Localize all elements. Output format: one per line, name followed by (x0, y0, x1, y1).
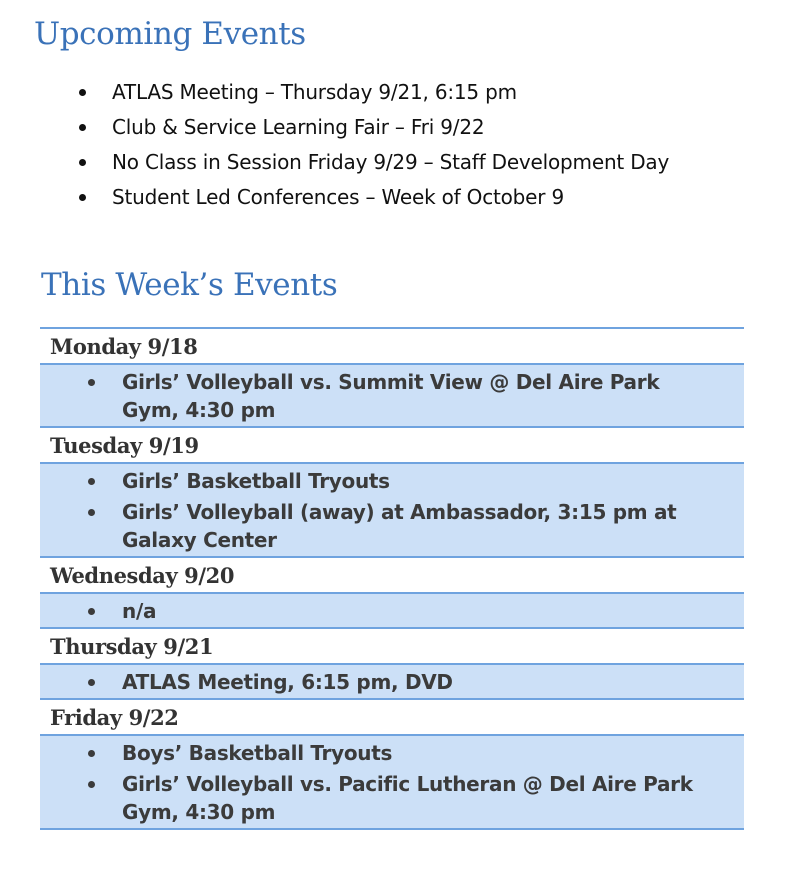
day-label: Tuesday 9/19 (50, 433, 199, 458)
weekly-events-table (40, 327, 744, 830)
event-item (40, 467, 744, 495)
upcoming-event-text: No Class in Session Friday 9/29 – Staff Development Day (112, 150, 670, 174)
day-label: Thursday 9/21 (50, 634, 214, 659)
day-label: Wednesday 9/20 (50, 563, 235, 588)
day-header-monday (40, 329, 744, 365)
upcoming-event-item (0, 111, 786, 146)
upcoming-event-text: Club & Service Learning Fair – Fri 9/22 (112, 115, 485, 139)
bullet-icon (79, 194, 86, 201)
bullet-icon (88, 679, 95, 686)
bullet-icon (79, 124, 86, 131)
this-week-heading: This Week’s Events (41, 267, 338, 303)
bullet-icon (88, 781, 95, 788)
upcoming-events-heading: Upcoming Events (34, 16, 306, 52)
event-item (40, 739, 744, 767)
event-text: n/a (122, 599, 157, 623)
event-text: Boys’ Basketball Tryouts (122, 741, 393, 765)
upcoming-events-list (0, 76, 786, 216)
event-text: Girls’ Volleyball vs. Pacific Lutheran @ Del Aire Park Gym, 4:30 pm (122, 772, 693, 824)
day-header-thursday (40, 629, 744, 665)
day-header-friday (40, 700, 744, 736)
day-label: Monday 9/18 (50, 334, 198, 359)
upcoming-event-item (0, 181, 786, 216)
day-header-tuesday (40, 428, 744, 464)
event-item (40, 668, 744, 696)
bullet-icon (88, 608, 95, 615)
event-text: Girls’ Basketball Tryouts (122, 469, 390, 493)
event-item (40, 498, 744, 554)
day-events-monday (40, 365, 744, 428)
day-events-tuesday (40, 464, 744, 558)
day-events-friday (40, 736, 744, 830)
event-text: ATLAS Meeting, 6:15 pm, DVD (122, 670, 453, 694)
bullet-icon (88, 379, 95, 386)
upcoming-event-item (0, 76, 786, 111)
event-text: Girls’ Volleyball (away) at Ambassador, 3:15 pm at Galaxy Center (122, 500, 677, 552)
day-events-thursday (40, 665, 744, 700)
upcoming-event-text: ATLAS Meeting – Thursday 9/21, 6:15 pm (112, 80, 517, 104)
day-label: Friday 9/22 (50, 705, 179, 730)
event-text: Girls’ Volleyball vs. Summit View @ Del Aire Park Gym, 4:30 pm (122, 370, 660, 422)
upcoming-event-text: Student Led Conferences – Week of October 9 (112, 185, 564, 209)
bullet-icon (79, 159, 86, 166)
upcoming-event-item (0, 146, 786, 181)
bullet-icon (88, 509, 95, 516)
event-item (40, 368, 744, 424)
day-events-wednesday (40, 594, 744, 629)
day-header-wednesday (40, 558, 744, 594)
bullet-icon (79, 89, 86, 96)
bullet-icon (88, 478, 95, 485)
event-item (40, 770, 744, 826)
event-item (40, 597, 744, 625)
bullet-icon (88, 750, 95, 757)
